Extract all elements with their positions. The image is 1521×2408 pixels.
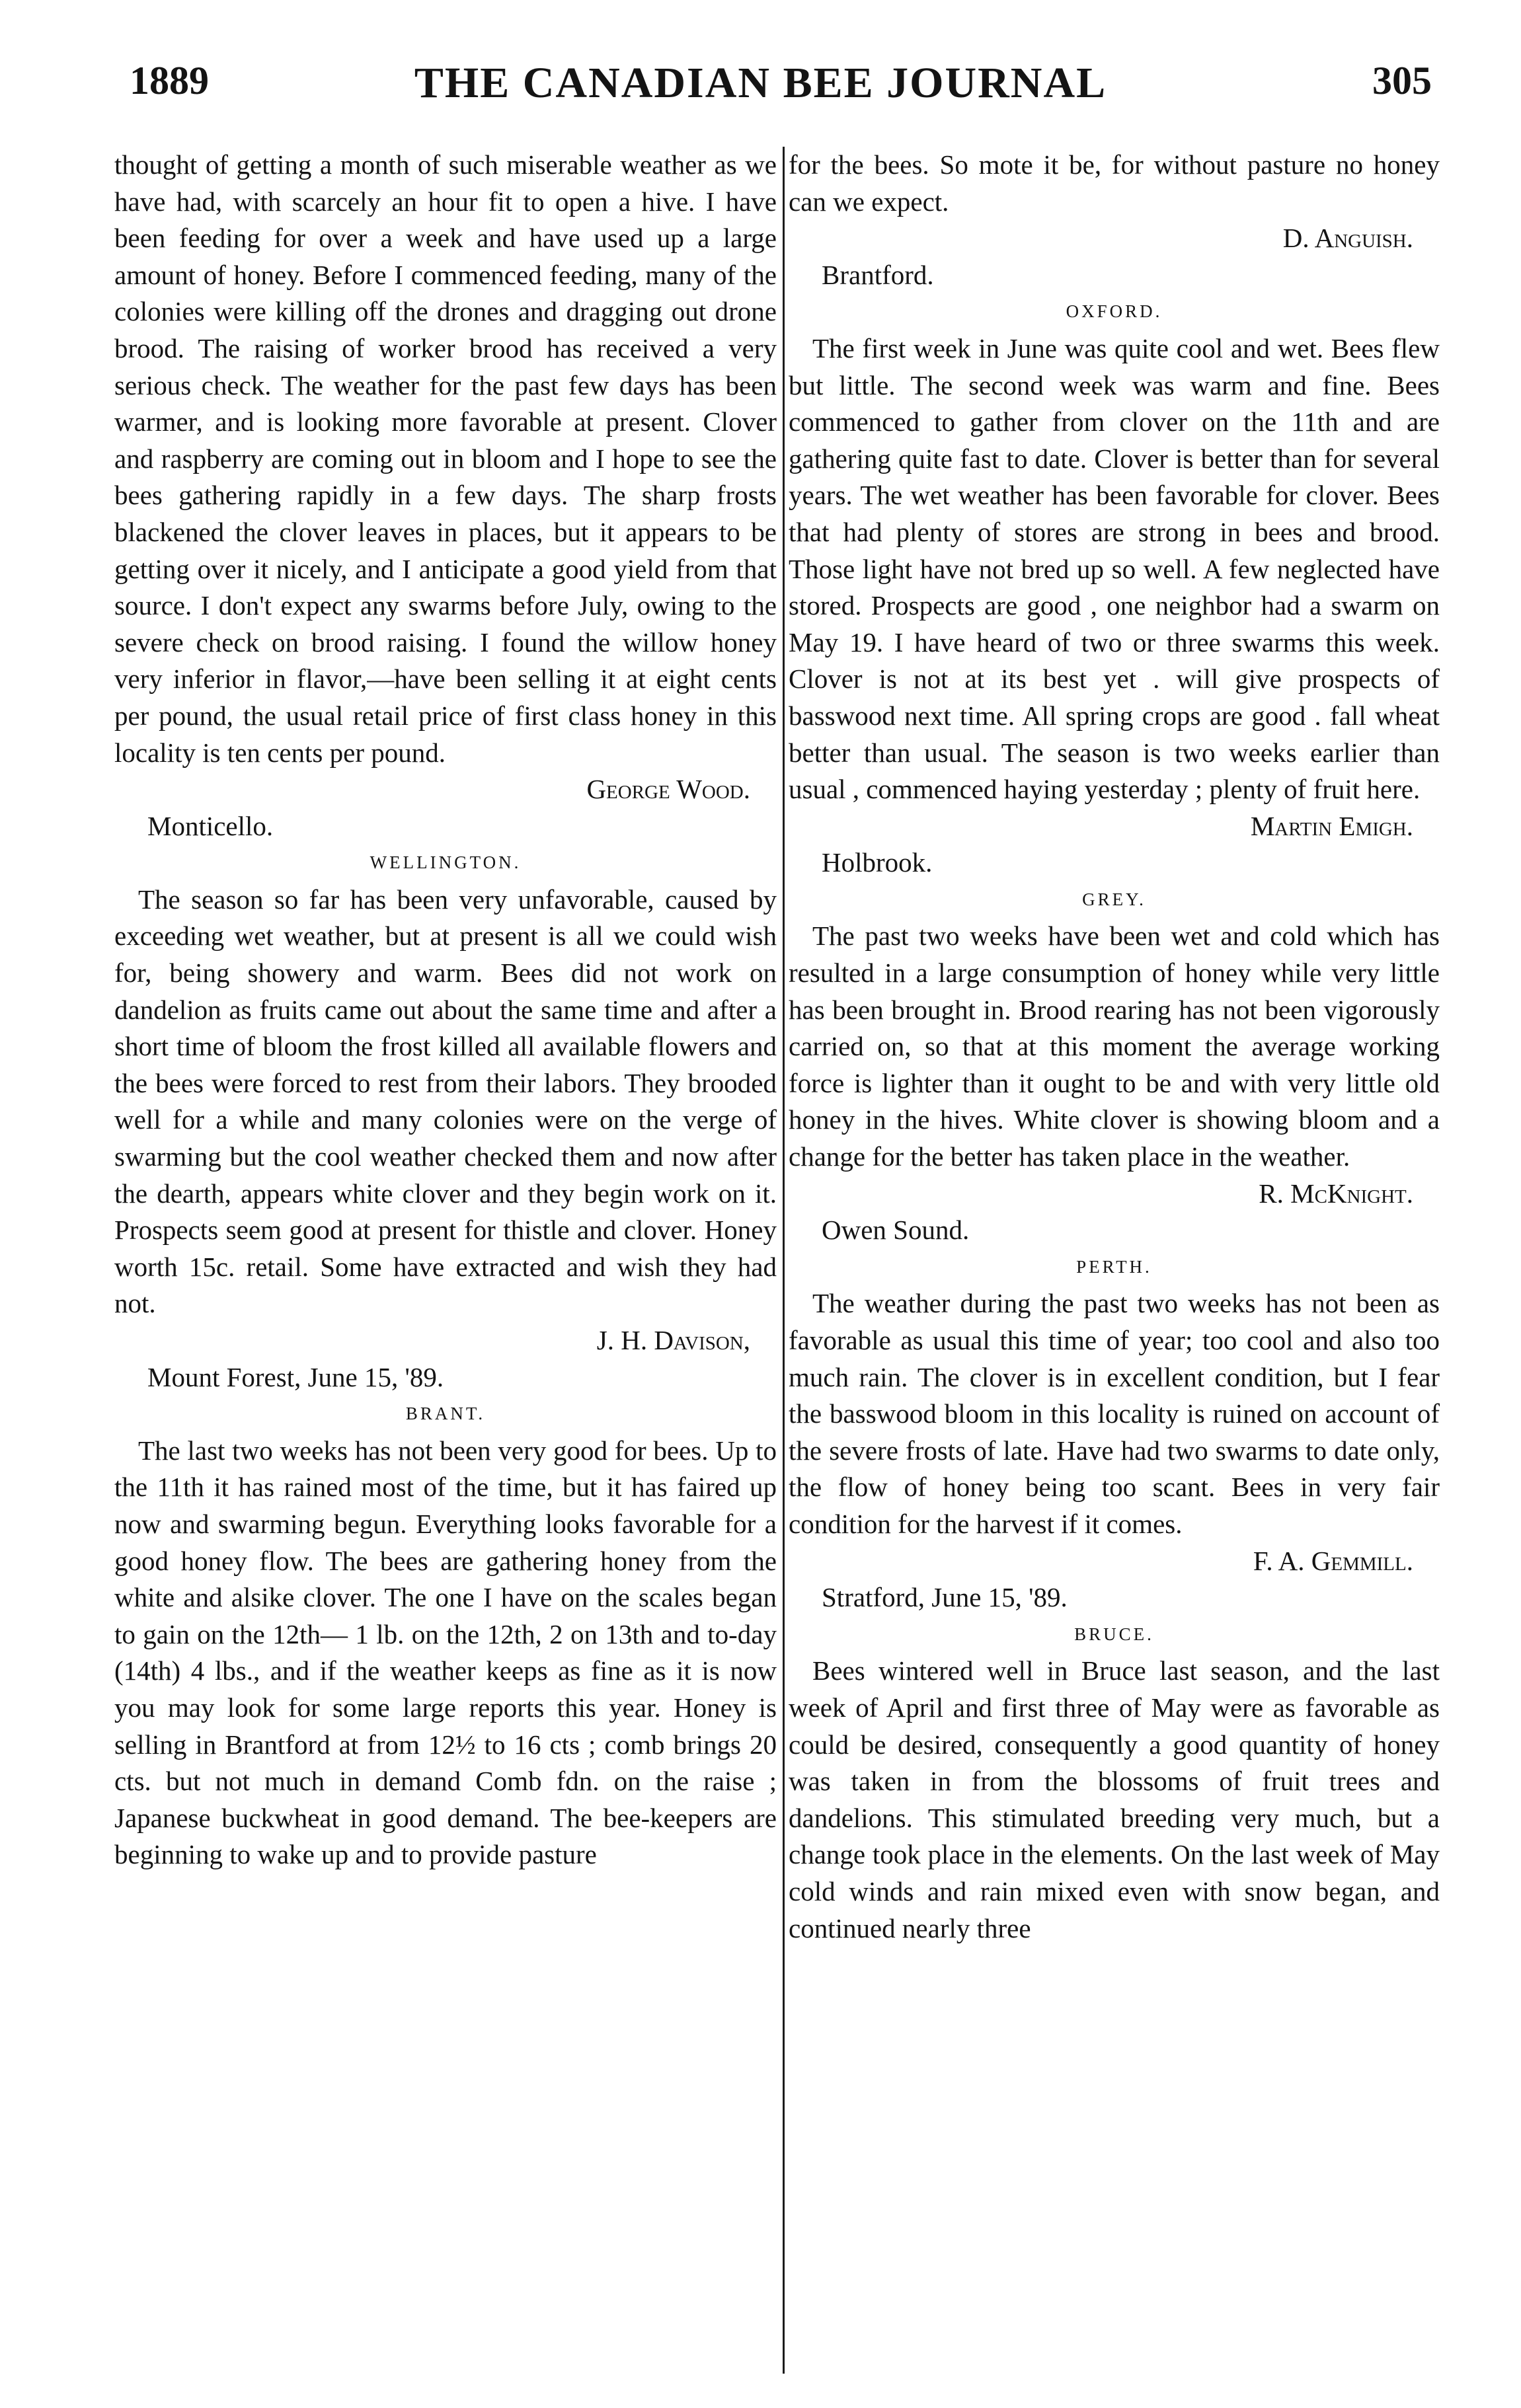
grey-report: The past two weeks have been wet and cold which has resulted in a large consumption of honey while very little has been brought in. Brood rearing has not been vigorously carried on, so that at this moment the average working force is lighter than it ought to be and with very little old honey in the hives. White clover is showing bloom and a change for the better has taken place in the weather. <box>789 921 1440 1172</box>
header-year: 1889 <box>130 59 209 102</box>
brant-continuation: for the bees. So mote it be, for without pasture no honey can we expect. <box>789 149 1440 217</box>
signature-anguish: D. Anguish. <box>1282 223 1413 254</box>
column-divider <box>783 147 785 2374</box>
place-brantford: Brantford. <box>822 259 934 290</box>
place-monticello: Monticello. <box>147 810 274 841</box>
place-holbrook: Holbrook. <box>822 847 933 878</box>
left-column <box>114 147 777 1873</box>
perth-report: The weather during the past two weeks has not been as favorable as usual this time of year; too cool and also too much rain. The clover is in excellent condition, but I fear the basswood bloom in this locality is ruined on account of the severe frosts of late. Have had two swarms to date only, the flow of honey being too scant. Bees in very fair condition for the harvest if it comes. <box>789 1288 1440 1539</box>
right-column <box>789 147 1440 1947</box>
signature-george-wood: George Wood. <box>586 774 750 805</box>
heading-grey: GREY. <box>1082 889 1146 909</box>
page-number: 305 <box>1372 59 1432 102</box>
heading-oxford: OXFORD. <box>1066 301 1163 322</box>
place-stratford: Stratford, June 15, '89. <box>822 1582 1068 1613</box>
bruce-report: Bees wintered well in Bruce last season, and the last week of April and first three of May were as favorable as could be desired, consequently a good quantity of honey was taken in from the blossoms of fruit trees and dandelions. This stimulated breeding very much, but a change took place in the elements. On the last week of May cold winds and rain mixed even with snow began, and continued nearly three <box>789 1655 1440 1943</box>
place-owen-sound: Owen Sound. <box>822 1215 970 1246</box>
signature-gemmill: F. A. Gemmill. <box>1253 1545 1413 1576</box>
place-mount-forest: Mount Forest, June 15, '89. <box>147 1361 444 1392</box>
wellington-report: The season so far has been very unfavorable, caused by exceeding wet weather, but at present is all we could wish for, being showery and warm. Bees did not work on dandelion as fruits came out about the same time and after a short time of bloom the frost killed all available flowers and the bees were forced to rest from their labors. They brooded well for a while and many colonies were on the verge of swarming but the cool weather checked them and now after the dearth, appears white clover and they begin work on it. Prospects seem good at present for thistle and clover. Honey worth 15c. retail. Some have extracted and wish they had not. <box>114 884 777 1319</box>
heading-wellington: WELLINGTON. <box>370 852 522 873</box>
heading-brant: BRANT. <box>405 1404 486 1424</box>
heading-perth: PERTH. <box>1076 1256 1152 1277</box>
journal-title: THE CANADIAN BEE JOURNAL <box>414 59 1107 107</box>
oxford-report: The first week in June was quite cool and wet. Bees flew but little. The second week was warm and fine. Bees commenced to gather from clover on the 11th and are gathering quite fast to date. Clover is better than for several years. The wet weather has been favorable for clover. Bees that had plenty of stores are strong in bees and brood. Those light have not bred up so well. A few neglected have stored. Prospects are good , one neighbor had a swarm on May 19. I have heard of two or three swarms this week. Clover is not at its best yet . will give prospects of basswood next time. All spring crops are good . fall wheat better than usual. The season is two weeks earlier than usual , commenced haying yesterday ; plenty of fruit here. <box>789 332 1440 805</box>
brant-report: The last two weeks has not been very good for bees. Up to the 11th it has rained most of the time, but it has faired up now and swarming begun. Everything looks favorable for a good honey flow. The bees are gathering honey from the white and alsike clover. The one I have on the scales began to gain on the 12th— 1 lb. on the 12th, 2 on 13th and to-day (14th) 4 lbs., and if the weather keeps as fine as it is now you may look for some large reports this year. Honey is selling in Brantford at from 12½ to 16 cts ; comb brings 20 cts. but not much in demand Comb fdn. on the raise ; Japanese buckwheat in good demand. The bee-keepers are beginning to wake up and to provide pasture <box>114 1435 777 1870</box>
continuation-paragraph: thought of getting a month of such miserable weather as we have had, with scarcely an hour fit to open a hive. I have been feeding for over a week and have used up a large amount of honey. Before I commenced feeding, many of the colonies were killing off the drones and dragging out drone brood. The raising of worker brood has received a very serious check. The weather for the past few days has been warmer, and is looking more favorable at present. Clover and raspberry are coming out in bloom and I hope to see the bees gathering rapidly in a few days. The sharp frosts blackened the clover leaves in places, but it appears to be getting over it nicely, and I anticipate a good yield from that source. I don't expect any swarms before July, owing to the severe check on brood raising. I found the willow honey very inferior in flavor,—have been selling it at eight cents per pound, the usual retail price of first class honey in this locality is ten cents per pound. <box>114 149 777 768</box>
signature-emigh: Martin Emigh. <box>1250 810 1413 841</box>
page-header <box>0 58 1521 118</box>
signature-davison: J. H. Davison, <box>596 1325 750 1355</box>
signature-mcknight: R. McKnight. <box>1259 1178 1413 1209</box>
heading-bruce: BRUCE. <box>1074 1624 1154 1644</box>
